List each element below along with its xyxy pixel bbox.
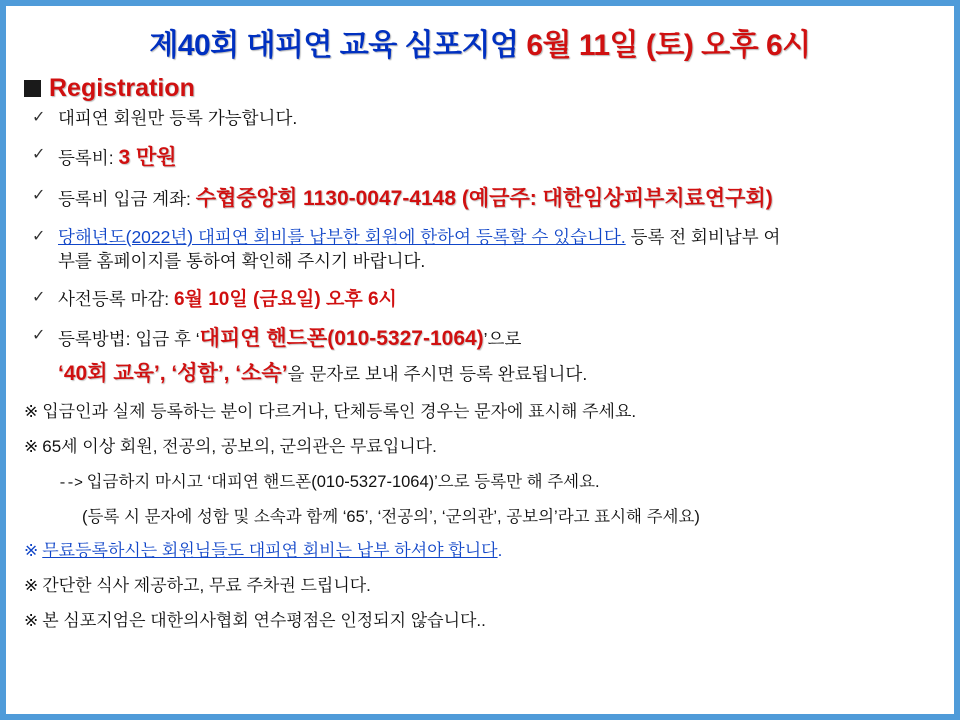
note-item (24, 575, 944, 598)
section-header (24, 74, 954, 103)
list-item-text (58, 144, 944, 172)
note-item (24, 436, 944, 459)
star-icon: ※ (24, 401, 39, 421)
sub-note-text: 입금하지 마시고 ‘대피연 핸드폰(010-5327-1064)’으로 등록만 해 주세요. (82, 472, 600, 491)
note-text: 65세 이상 회원, 전공의, 공보의, 군의관은 무료입니다. (42, 436, 437, 456)
note-text: 입금인과 실제 등록하는 분이 다르거나, 단체등록인 경우는 문자에 표시해 주세요. (42, 401, 637, 421)
check-icon: ✓ (32, 109, 46, 126)
deadline-label: 사전등록 마감: (58, 288, 175, 309)
list-item (32, 226, 944, 273)
check-icon: ✓ (32, 327, 46, 345)
check-icon: ✓ (32, 145, 46, 163)
account-number: 수협중앙회 1130-0047-4148 (예금주: 대한임상피부치료연구회) (195, 186, 773, 210)
list-item (32, 185, 944, 213)
list-item (32, 287, 944, 313)
sub-note-parenthetical: (등록 시 문자에 성함 및 소속과 함께 ‘65’, ‘전공의’, ‘군의관’, 공보의’라고 표시해 주세요) (82, 508, 700, 527)
list-item-text (58, 185, 944, 213)
sub-note-item (58, 471, 944, 494)
fee-label: 등록비: (58, 147, 119, 168)
note-item (24, 401, 944, 424)
list-item (32, 325, 944, 388)
list-item (32, 107, 944, 131)
section-title-label: Registration (49, 74, 195, 102)
note-item-blue (24, 540, 944, 563)
registration-list (6, 107, 954, 388)
star-icon: ※ (24, 436, 39, 456)
howto-label-after: ’으로 (483, 329, 522, 350)
phone-number: 대피연 핸드폰(010-5327-1064) (199, 327, 484, 351)
square-bullet-icon (24, 80, 41, 97)
notes-section (6, 401, 954, 633)
list-item-text: 대피연 회원만 등록 가능합니다. (58, 108, 298, 128)
star-icon: ※ (24, 576, 39, 596)
star-icon: ※ (24, 541, 39, 561)
star-icon: ※ (24, 611, 39, 631)
membership-condition-underlined: 당해년도(2022년) 대피연 회비를 납부한 회원에 한하여 등록할 수 있습니다. (58, 227, 626, 248)
fee-amount: 3 만원 (118, 145, 177, 169)
list-item (32, 144, 944, 172)
note-blue-underlined-text: 무료등록하시는 회원님들도 대피연 회비는 납부 하셔야 합니다 (42, 541, 498, 561)
page-title (6, 20, 954, 64)
title-date-text: 6월 11일 (토) 오후 6시 (526, 29, 811, 62)
list-item-text (58, 226, 944, 273)
title-main-text: 제40회 대피연 교육 심포지엄 (149, 29, 527, 62)
note-item (24, 610, 944, 633)
account-label: 등록비 입금 계좌: (58, 188, 196, 209)
membership-condition-line2: 부를 홈페이지를 통하여 확인해 주시기 바랍니다. (58, 250, 426, 271)
check-icon: ✓ (32, 186, 46, 204)
list-item-text (58, 325, 944, 388)
note-text: 본 심포지엄은 대한의사협회 연수평점은 인정되지 않습니다.. (42, 611, 486, 631)
howto-label: 등록방법: 입금 후 ‘ (58, 329, 200, 350)
note-blue-tail: . (497, 541, 503, 561)
sms-content-keywords: ‘40회 교육’, ‘성함’, ‘소속’ (58, 361, 288, 385)
check-icon: ✓ (32, 288, 46, 306)
sms-content-rest: 을 문자로 보내 주시면 등록 완료됩니다. (287, 363, 588, 384)
howto-line2 (58, 360, 944, 388)
membership-condition-rest: 등록 전 회비납부 여 (625, 227, 781, 248)
deadline-value: 6월 10일 (금요일) 오후 6시 (174, 288, 397, 310)
check-icon: ✓ (32, 228, 46, 246)
list-item-text (58, 287, 944, 313)
note-text: 간단한 식사 제공하고, 무료 주차권 드립니다. (42, 576, 371, 596)
arrow-icon: --> (58, 474, 83, 492)
